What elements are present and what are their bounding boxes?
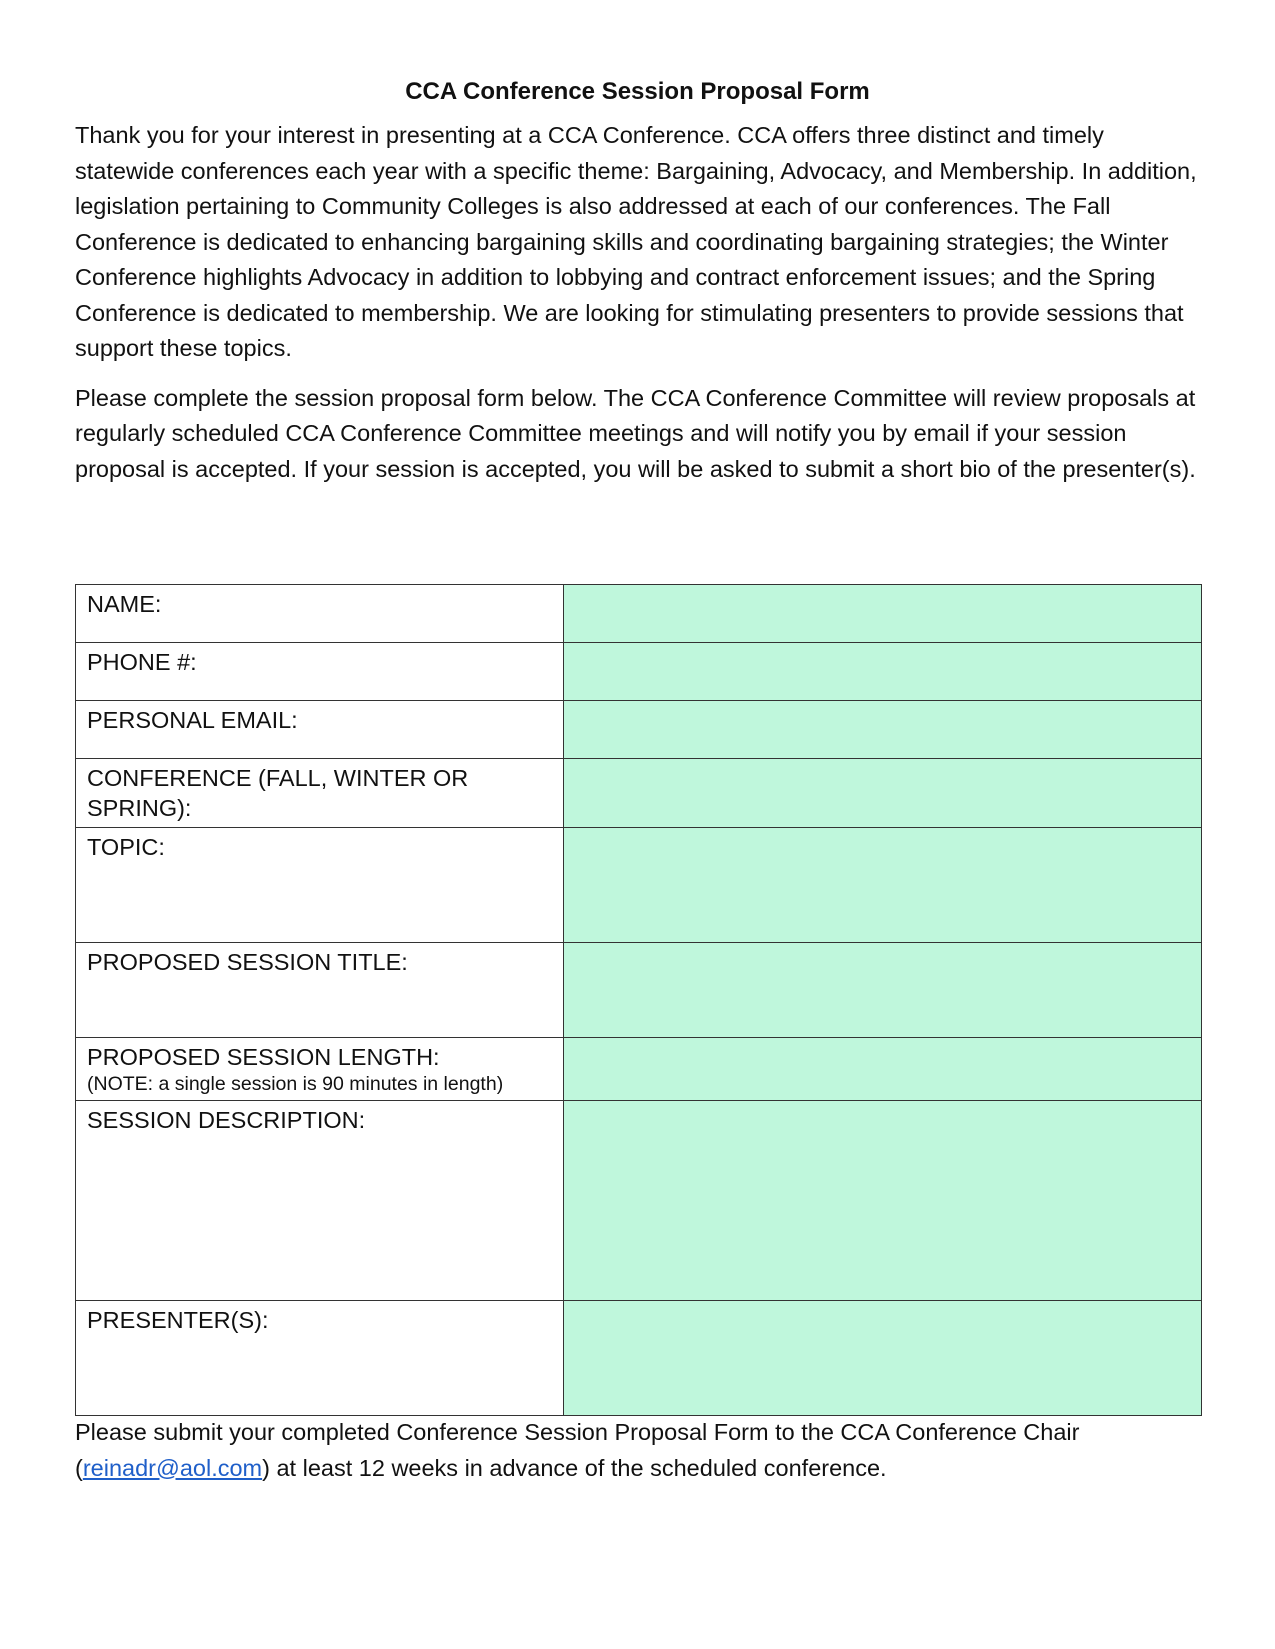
proposal-form-table [75,584,1202,1416]
form-row-topic [76,828,1202,943]
conference-label: CONFERENCE (FALL, WINTER OR SPRING): [87,765,469,821]
session-description-label: SESSION DESCRIPTION: [87,1107,366,1133]
session-length-label: PROPOSED SESSION LENGTH: [87,1044,440,1070]
footer-text-after: ) at least 12 weeks in advance of the scheduled conference. [262,1454,887,1481]
topic-field[interactable] [564,828,1202,943]
form-label-cell [76,1101,564,1301]
topic-label: TOPIC: [87,834,165,860]
name-label: NAME: [87,591,162,617]
form-label-cell [76,1301,564,1416]
form-row-session-length [76,1038,1202,1101]
form-row-session-description [76,1101,1202,1301]
personal-email-field[interactable] [564,701,1202,759]
session-description-field[interactable] [564,1101,1202,1301]
presenters-field[interactable] [564,1301,1202,1416]
form-row-presenters [76,1301,1202,1416]
personal-email-label: PERSONAL EMAIL: [87,707,298,733]
form-label-cell [76,759,564,828]
name-field[interactable] [564,585,1202,643]
document-title: CCA Conference Session Proposal Form [405,78,870,105]
session-length-note: (NOTE: a single session is 90 minutes in length) [87,1073,504,1095]
submission-instructions [75,1415,1200,1486]
form-label-cell [76,701,564,759]
session-title-label: PROPOSED SESSION TITLE: [87,949,408,975]
form-row-name [76,585,1202,643]
form-row-conference [76,759,1202,828]
session-length-field[interactable] [564,1038,1202,1101]
form-label-cell [76,643,564,701]
phone-field[interactable] [564,643,1202,701]
chair-email-link[interactable]: reinadr@aol.com [82,1454,263,1481]
form-label-cell [76,828,564,943]
form-row-email [76,701,1202,759]
instructions-paragraph: Please complete the session proposal form below. The CCA Conference Committee will review proposals at regularly scheduled CCA Conference Committee meetings and will notify you by email if your session proposal is accepted. If your session is accepted, you will be asked to submit a short bio of the presenter(s). [75,384,1196,482]
document-page [75,72,1200,1333]
conference-field[interactable] [564,759,1202,828]
form-label-cell [76,943,564,1038]
intro-paragraph: Thank you for your interest in presenting at a CCA Conference. CCA offers three distinct and timely statewide conferences each year with a specific theme: Bargaining, Advocacy, and Membership. In addition, legislation pertaining to Community Colleges is also addressed at each of our conferences. The Fall Conference is dedicated to enhancing bargaining skills and coordinating bargaining strategies; the Winter Conference highlights Advocacy in addition to lobbying and contract enforcement issues; and the Spring Conference is dedicated to membership. We are looking for stimulating presenters to provide sessions that support these topics. [75,122,1197,361]
form-label-cell [76,1038,564,1101]
phone-label: PHONE #: [87,649,197,675]
session-title-field[interactable] [564,943,1202,1038]
form-label-cell [76,585,564,643]
footer-text-before: Please submit your completed Conference Session Proposal Form to the CCA Conference Chair ( [75,1419,1080,1481]
form-row-session-title [76,943,1202,1038]
form-row-phone [76,643,1202,701]
presenters-label: PRESENTER(S): [87,1307,269,1333]
